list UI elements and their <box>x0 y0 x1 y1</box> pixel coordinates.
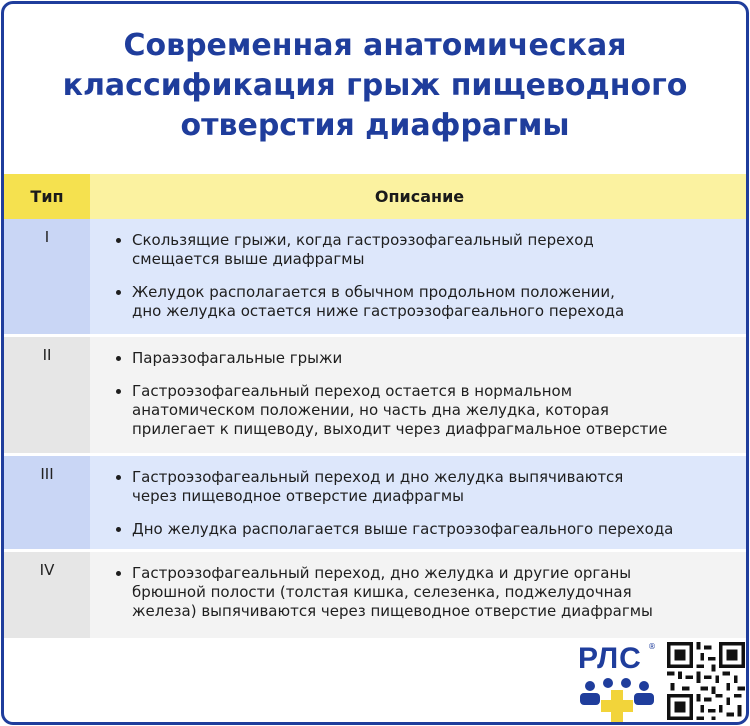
list-item <box>132 231 739 269</box>
list-item <box>132 382 739 439</box>
table-row <box>4 219 749 334</box>
description-list <box>90 219 749 331</box>
list-item-line: прилегает к пищеводу, выходит через диафрагмальное отверстие <box>132 420 668 438</box>
row-type-label: I <box>44 228 50 246</box>
title-line: отверстия диафрагмы <box>180 108 570 143</box>
list-item-line: Гастроэзофагеальный переход, дно желудка и другие органы <box>132 564 632 582</box>
list-item-line: Гастроэзофагеальный переход остается в нормальном <box>132 382 573 400</box>
row-description-cell <box>90 219 749 334</box>
row-type-cell <box>4 219 90 334</box>
list-item-line: Параэзофагальные грыжи <box>132 349 343 367</box>
list-item <box>132 520 739 539</box>
list-item-line: смещается выше диафрагмы <box>132 250 365 268</box>
title-line: классификация грыж пищеводного <box>62 68 688 103</box>
classification-table <box>4 174 749 638</box>
description-list <box>90 456 749 549</box>
list-item-line: Дно желудка располагается выше гастроэзофагеального перехода <box>132 520 674 538</box>
list-item-line: железа) выпячиваются через пищеводное отверстие диафрагмы <box>132 602 653 620</box>
row-type-cell <box>4 337 90 453</box>
row-type-label: II <box>42 346 52 364</box>
list-item-line: через пищеводное отверстие диафрагмы <box>132 487 464 505</box>
people-cross-icon <box>578 676 658 722</box>
registered-mark: ® <box>648 642 656 651</box>
table-row <box>4 552 749 638</box>
list-item-line: анатомическом положении, но часть дна желудка, которая <box>132 401 609 419</box>
list-item-line: Скользящие грыжи, когда гастроэзофагеальный переход <box>132 231 594 249</box>
list-item <box>132 564 739 621</box>
row-type-label: III <box>40 465 54 483</box>
list-item-line: брюшной полости (толстая кишка, селезенка, поджелудочная <box>132 583 632 601</box>
list-item-line: Желудок располагается в обычном продольном положении, <box>132 283 615 301</box>
list-item <box>132 468 739 506</box>
page-title <box>4 26 746 146</box>
header-description: Описание <box>90 174 749 219</box>
title-line: Современная анатомическая <box>123 28 627 63</box>
row-description-cell <box>90 456 749 549</box>
row-type-cell <box>4 456 90 549</box>
header-type: Тип <box>4 174 90 219</box>
row-type-cell <box>4 552 90 638</box>
list-item <box>132 349 739 368</box>
table-header-row <box>4 174 749 219</box>
description-list <box>90 552 749 631</box>
table-row <box>4 456 749 549</box>
description-list <box>90 337 749 449</box>
list-item-line: Гастроэзофагеальный переход и дно желудка выпячиваются <box>132 468 624 486</box>
list-item <box>132 283 739 321</box>
infographic-card <box>1 1 749 725</box>
logo-text: РЛС <box>578 642 642 675</box>
row-description-cell <box>90 552 749 638</box>
table-row <box>4 337 749 453</box>
row-description-cell <box>90 337 749 453</box>
qr-code-icon <box>667 642 745 720</box>
list-item-line: дно желудка остается ниже гастроэзофагеального перехода <box>132 302 625 320</box>
row-type-label: IV <box>39 561 55 579</box>
rls-logo <box>578 642 658 724</box>
